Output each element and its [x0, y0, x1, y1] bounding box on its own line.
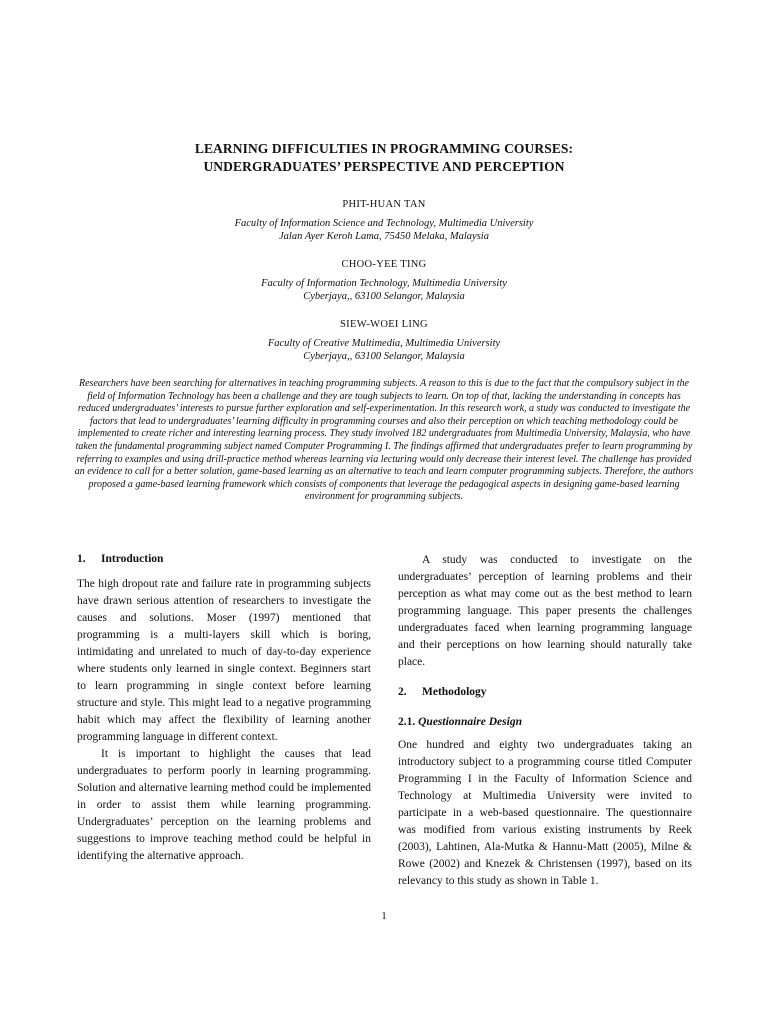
left-column: [77, 552, 371, 865]
intro-paragraph-3: A study was conducted to investigate on the undergraduates’ perception of learning problems and their perception as what may come out as the best method to learn programming language. This paper presents the challenges undergraduates faced when learning programming language and their perceptions on how learning should naturally take place.: [398, 554, 692, 668]
intro-paragraph-1: The high dropout rate and failure rate in programming subjects have drawn serious attention of researchers to investigate the causes and solutions. Moser (1997) mentioned that programming is a multi-layers skill which is boring, intimidating and unrelated to much of day-to-day experience where students only learned in single context. Beginners start to learn programming in single context before learning structure and style. This might lead to a negative programming habit which may affect the flexibility of learning another programming language in different context.: [77, 578, 371, 743]
title-line-2: UNDERGRADUATES’ PERSPECTIVE AND PERCEPTION: [203, 159, 565, 174]
author-2: [120, 258, 648, 303]
section-2-heading: [398, 685, 692, 699]
author-name: PHIT-HUAN TAN: [342, 199, 426, 210]
title-line-1: LEARNING DIFFICULTIES IN PROGRAMMING COURSES:: [194, 141, 574, 156]
author-name: SIEW-WOEI LING: [340, 319, 428, 330]
subsection-number: 2.1.: [398, 716, 416, 728]
author-affiliation-line-1: Faculty of Creative Multimedia, Multimedia University: [267, 338, 501, 349]
abstract: Researchers have been searching for alternatives in teaching programming subjects. A reason to this is due to the fact that the compulsory subject in the field of Information Technology has been a challenge and they are tough subjects to learn. On top of that, lacking the understanding in concepts has reduced undergraduates’ interests to pursue further exploration and self-experimentation. In this research work, a study was conducted to investigate the factors that lead to undergraduates’ learning difficulty in programming courses and also their perception on which teaching methodology could be implemented to create richer and interesting learning process. They study involved 182 undergraduates from Multimedia University, Malaysia, who have taken the fundamental programming subject named Computer Programming I. The findings affirmed that undergraduates prefer to learn programming by referring to examples and using drill-practice method whereas learning via lecturing would only decrease their interest level. The challenge has provided an evidence to call for a better solution, game-based learning as an alternative to teach and learn computer programming subjects. Therefore, the authors proposed a game-based learning framework which consists of components that leverage the pedagogical aspects in designing game-based learning environment for programming subjects.: [74, 378, 694, 503]
section-number: 2.: [398, 686, 407, 698]
intro-paragraph-2: It is important to highlight the causes that lead undergraduates to perform poorly in learning programming. Solution and alternative learning method could be implemented in order to assist them while learning programming. Undergraduates’ perception on the learning problems and suggestions to improve teaching method could be helpful in identifying the alternative approach.: [77, 748, 371, 862]
author-name: CHOO-YEE TING: [341, 259, 427, 270]
section-number: 1.: [77, 553, 86, 565]
subsection-title: Questionnaire Design: [418, 716, 522, 728]
author-affiliation-line-2: Cyberjaya,, 63100 Selangor, Malaysia: [303, 351, 465, 362]
author-1: [120, 198, 648, 243]
subsection-2-1-heading: [398, 715, 692, 729]
section-title: Introduction: [101, 553, 164, 565]
author-affiliation-line-1: Faculty of Information Technology, Multimedia University: [261, 278, 507, 289]
paper-title: [60, 140, 708, 176]
page-number: 1: [381, 910, 387, 922]
right-column: [398, 552, 692, 890]
methodology-paragraph-1: One hundred and eighty two undergraduates taking an introductory subject to a programming course titled Computer Programming I in the Faculty of Information Science and Technology at Multimedia University were invited to participate in a web-based questionnaire. The questionnaire was modified from various existing instruments by Reek (2003), Lahtinen, Ala-Mutka & Hannu-Matt (2005), Milne & Rowe (2002) and Knezek & Christensen (1997), based on its relevancy to this study as shown in Table 1.: [398, 739, 692, 887]
author-affiliation-line-2: Jalan Ayer Keroh Lama, 75450 Melaka, Malaysia: [279, 231, 489, 242]
section-1-heading: [77, 552, 371, 566]
author-affiliation-line-1: Faculty of Information Science and Technology, Multimedia University: [234, 218, 534, 229]
author-affiliation-line-2: Cyberjaya,, 63100 Selangor, Malaysia: [303, 291, 465, 302]
section-title: Methodology: [422, 686, 487, 698]
author-3: [120, 318, 648, 363]
